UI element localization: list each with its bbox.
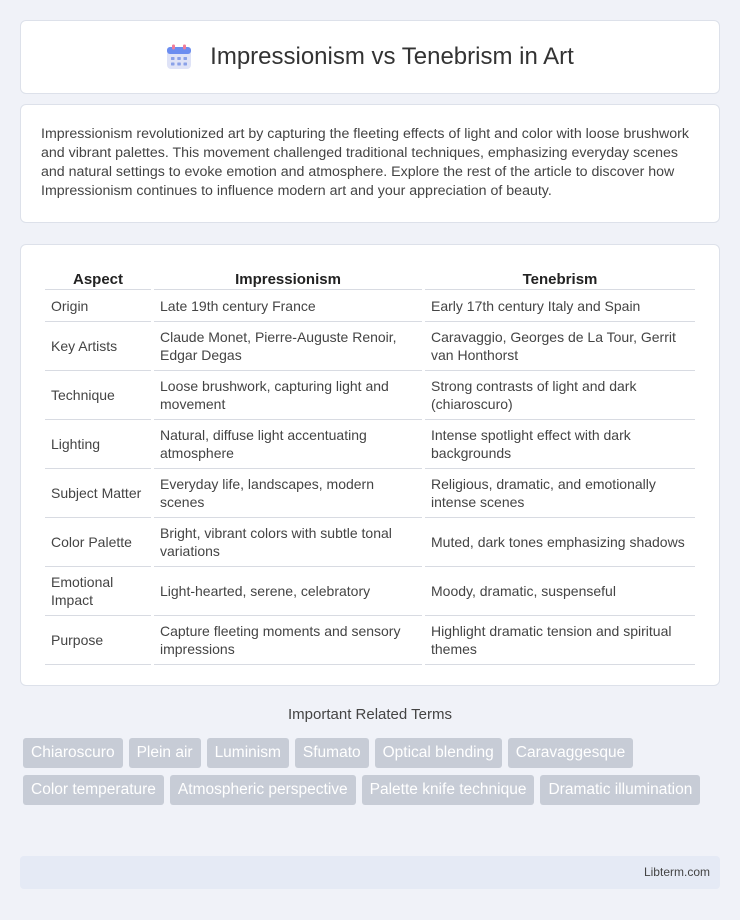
table-row <box>45 290 695 322</box>
cell-aspect: Purpose <box>45 616 151 665</box>
cell-aspect: Subject Matter <box>45 469 151 518</box>
calendar-icon <box>166 44 192 70</box>
footer-site-link[interactable]: Libterm.com <box>643 865 710 879</box>
cell-impressionism: Claude Monet, Pierre-Auguste Renoir, Edgar Degas <box>154 322 422 371</box>
cell-tenebrism: Early 17th century Italy and Spain <box>425 290 695 322</box>
cell-aspect: Lighting <box>45 420 151 469</box>
term-tag[interactable]: Luminism <box>207 738 289 768</box>
intro-text: Impressionism revolutionized art by capturing the fleeting effects of light and color with loose brushwork and vibrant palettes. This movement challenged traditional techniques, emphasizing everyday scenes and natural settings to evoke emotion and atmosphere. Explore the rest of the article to discover how Impressionism continues to influence modern art and your appreciation of beauty. <box>41 126 689 199</box>
table-row <box>45 322 695 371</box>
term-tag[interactable]: Caravaggesque <box>508 738 633 768</box>
comparison-card <box>20 244 720 686</box>
term-tag[interactable]: Dramatic illumination <box>540 775 700 805</box>
cell-tenebrism: Moody, dramatic, suspenseful <box>425 567 695 616</box>
cell-impressionism: Natural, diffuse light accentuating atmosphere <box>154 420 422 469</box>
table-row <box>45 469 695 518</box>
table-row <box>45 518 695 567</box>
related-terms-title: Important Related Terms <box>288 706 452 723</box>
cell-aspect: Origin <box>45 290 151 322</box>
cell-tenebrism: Caravaggio, Georges de La Tour, Gerrit van Honthorst <box>425 322 695 371</box>
cell-aspect: Key Artists <box>45 322 151 371</box>
table-row <box>45 616 695 665</box>
cell-tenebrism: Highlight dramatic tension and spiritual themes <box>425 616 695 665</box>
term-tag[interactable]: Color temperature <box>23 775 164 805</box>
footer <box>20 856 720 889</box>
cell-tenebrism: Intense spotlight effect with dark backgrounds <box>425 420 695 469</box>
cell-aspect: Color Palette <box>45 518 151 567</box>
table-row <box>45 567 695 616</box>
term-tag[interactable]: Palette knife technique <box>362 775 535 805</box>
cell-impressionism: Loose brushwork, capturing light and movement <box>154 371 422 420</box>
column-header-impressionism: Impressionism <box>154 265 422 290</box>
table-row <box>45 420 695 469</box>
intro-card <box>20 104 720 223</box>
cell-impressionism: Everyday life, landscapes, modern scenes <box>154 469 422 518</box>
page-title: Impressionism vs Tenebrism in Art <box>210 43 574 70</box>
header-card <box>20 20 720 94</box>
cell-aspect: Emotional Impact <box>45 567 151 616</box>
table-row <box>45 371 695 420</box>
cell-impressionism: Light-hearted, serene, celebratory <box>154 567 422 616</box>
term-tag[interactable]: Chiaroscuro <box>23 738 123 768</box>
comparison-table <box>42 265 698 665</box>
term-tag[interactable]: Plein air <box>129 738 201 768</box>
cell-tenebrism: Religious, dramatic, and emotionally intense scenes <box>425 469 695 518</box>
cell-impressionism: Capture fleeting moments and sensory impressions <box>154 616 422 665</box>
term-tag[interactable]: Sfumato <box>295 738 369 768</box>
term-tag[interactable]: Optical blending <box>375 738 502 768</box>
related-terms-list <box>23 738 713 805</box>
column-header-tenebrism: Tenebrism <box>425 265 695 290</box>
cell-aspect: Technique <box>45 371 151 420</box>
cell-impressionism: Late 19th century France <box>154 290 422 322</box>
table-header-row <box>45 265 695 290</box>
cell-tenebrism: Muted, dark tones emphasizing shadows <box>425 518 695 567</box>
cell-impressionism: Bright, vibrant colors with subtle tonal variations <box>154 518 422 567</box>
cell-tenebrism: Strong contrasts of light and dark (chiaroscuro) <box>425 371 695 420</box>
column-header-aspect: Aspect <box>45 265 151 290</box>
term-tag[interactable]: Atmospheric perspective <box>170 775 356 805</box>
